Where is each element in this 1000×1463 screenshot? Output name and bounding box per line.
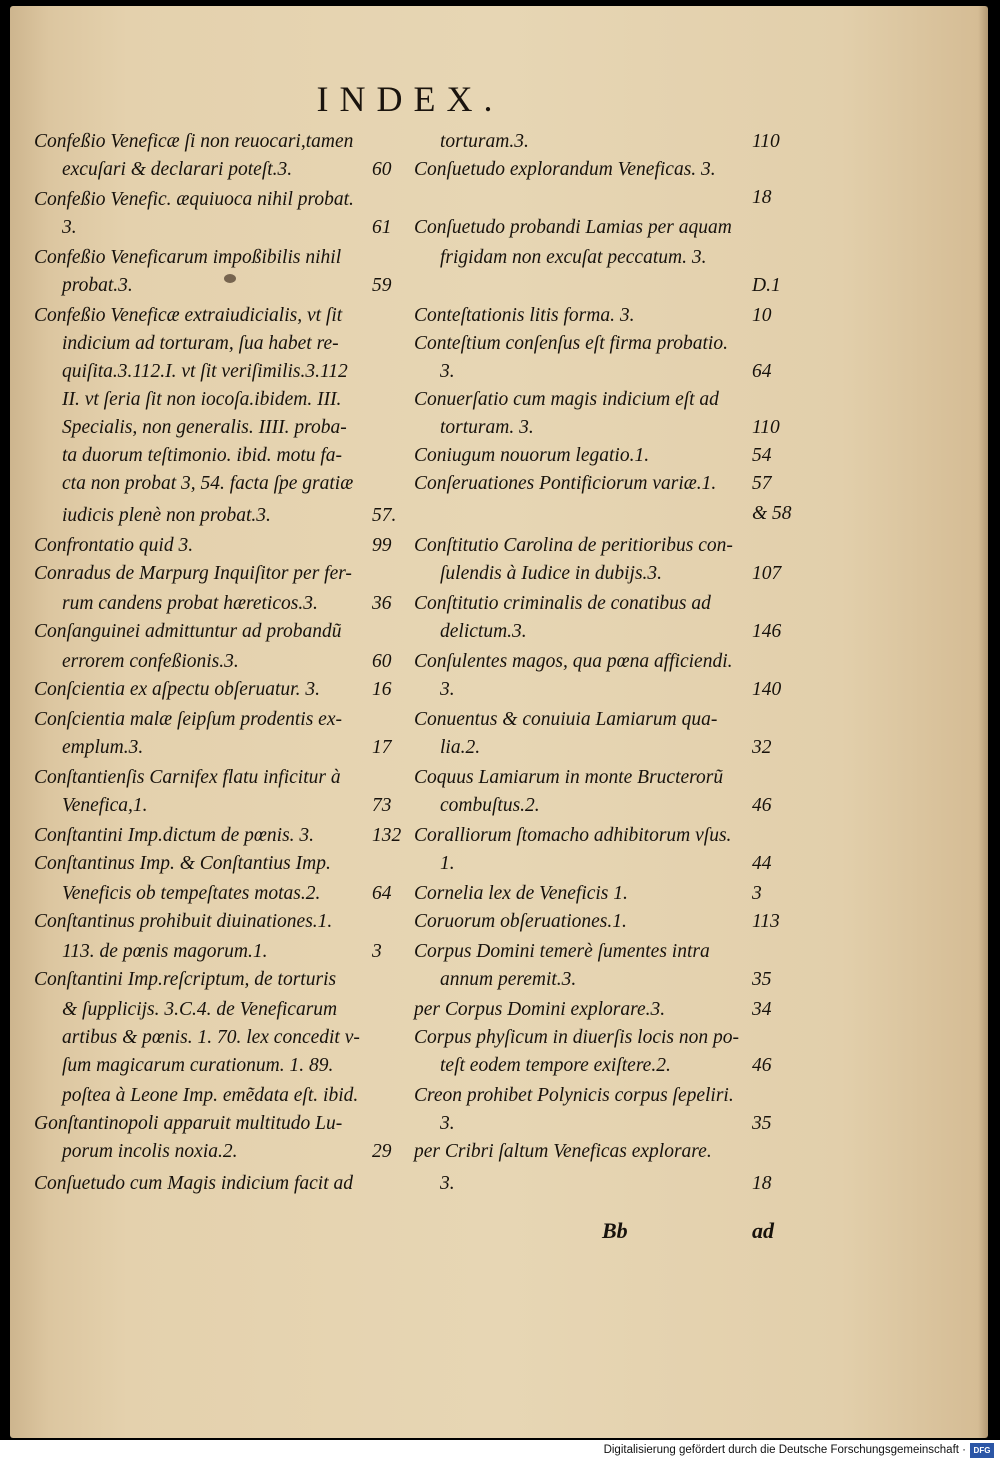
index-entry-line: Conuentus & conuiuia Lamiarum qua-	[414, 709, 718, 730]
index-entry-line: delictum.3.	[440, 621, 527, 642]
page-reference: 32	[752, 737, 772, 758]
page-reference: 60	[372, 651, 392, 672]
page-reference: & 58	[752, 503, 792, 524]
page-reference: 110	[752, 131, 780, 152]
index-entry-line: Veneficis ob tempeſtates motas.2.	[62, 883, 321, 904]
index-entry-line: quiſita.3.112.I. vt ſit veriſimilis.3.112	[62, 361, 348, 382]
index-entry-line: & ſupplicijs. 3.C.4. de Veneficarum	[62, 999, 338, 1020]
index-entry-line: Coniugum nouorum legatio.1.	[414, 445, 650, 466]
index-entry-line: Conſtantini Imp.reſcriptum, de torturis	[34, 969, 337, 990]
index-entry-line: Conſuetudo probandi Lamias per aquam	[414, 217, 732, 238]
page-reference: 57.	[372, 505, 397, 526]
index-entry-line: II. vt ſeria ſit non iocoſa.ibidem. III.	[62, 389, 342, 410]
index-entry-line: combuſtus.2.	[440, 795, 540, 816]
index-entry-line: artibus & pœnis. 1. 70. lex concedit v-	[62, 1027, 360, 1048]
index-entry-line: Specialis, non generalis. IIII. proba-	[62, 417, 347, 438]
index-entry-line: Conuerſatio cum magis indicium eſt ad	[414, 389, 719, 410]
page-reference: 29	[372, 1141, 392, 1162]
index-entry-line: Conteſtationis litis forma. 3.	[414, 305, 635, 326]
index-entry-line: ſum magicarum curationum. 1. 89.	[62, 1055, 334, 1076]
page-reference: 46	[752, 1055, 772, 1076]
index-entry-line: Conſtitutio Carolina de peritioribus con-	[414, 535, 733, 556]
index-entry-line: Gonſtantinopoli apparuit multitudo Lu-	[34, 1113, 343, 1134]
index-entry-line: 3.	[440, 361, 455, 382]
page-reference: 113	[752, 911, 780, 932]
index-entry-line: Confrontatio quid 3.	[34, 535, 194, 556]
page-reference: 46	[752, 795, 772, 816]
index-entry-line: lia.2.	[440, 737, 481, 758]
index-entry-line: per Corpus Domini explorare.3.	[414, 999, 666, 1020]
index-entry-line: Cornelia lex de Veneficis 1.	[414, 883, 628, 904]
index-entry-line: Conſtantinus Imp. & Conſtantius Imp.	[34, 853, 331, 874]
index-entry-line: probat.3.	[62, 275, 133, 296]
page-reference: 17	[372, 737, 392, 758]
index-entry-line: Confeßio Veneficæ ſi non reuocari,tamen	[34, 131, 354, 152]
page-reference: 57	[752, 473, 772, 494]
page-reference: 140	[752, 679, 782, 700]
page-reference: 107	[752, 563, 782, 584]
index-entry-line: annum peremit.3.	[440, 969, 577, 990]
index-entry-line: Confeßio Veneficæ extraiudicialis, vt ſit	[34, 305, 343, 326]
page-reference: 73	[372, 795, 392, 816]
page-reference: 35	[752, 1113, 772, 1134]
page-reference: 54	[752, 445, 772, 466]
index-entry-line: ta duorum teſtimonio. ibid. motu fa-	[62, 445, 343, 466]
index-entry-line: per Cribri ſaltum Veneficas explorare.	[414, 1141, 712, 1162]
index-entry-line: 3.	[440, 679, 455, 700]
index-entry-line: Conſuetudo explorandum Veneficas. 3.	[414, 159, 716, 180]
index-entry-line: 3.	[440, 1113, 455, 1134]
page-reference: 35	[752, 969, 772, 990]
index-entry-line: 3.	[440, 1173, 455, 1194]
page-reference: 61	[372, 217, 392, 238]
index-entry-line: emplum.3.	[62, 737, 144, 758]
index-entry-line: poſtea à Leone Imp. emẽdata eſt. ibid.	[62, 1085, 359, 1106]
index-entry-line: Corpus Domini temerè ſumentes intra	[414, 941, 710, 962]
page-reference: 44	[752, 853, 772, 874]
dfg-logo-icon: DFG	[970, 1443, 994, 1458]
index-entry-line: porum incolis noxia.2.	[62, 1141, 238, 1162]
index-entry-line: teſt eodem tempore exiſtere.2.	[440, 1055, 671, 1076]
index-entry-line: excuſari & declarari poteſt.3.	[62, 159, 293, 180]
index-entry-line: Conſulentes magos, qua pœna afficiendi.	[414, 651, 733, 672]
page-reference: 34	[752, 999, 772, 1020]
page-reference: 99	[372, 535, 392, 556]
index-entry-line: frigidam non excuſat peccatum. 3.	[440, 247, 707, 268]
page-reference: 110	[752, 417, 780, 438]
index-entry-line: Conſtantienſis Carnifex flatu inficitur à	[34, 767, 341, 788]
index-entry-line: Conſtantini Imp.dictum de pœnis. 3.	[34, 825, 315, 846]
index-entry-line: Confeßio Venefic. æquiuoca nihil probat.	[34, 189, 354, 210]
ink-blot	[224, 274, 236, 283]
index-entry-line: Conſtitutio criminalis de conatibus ad	[414, 593, 711, 614]
page-reference: 16	[372, 679, 392, 700]
index-entry-line: iudicis plenè non probat.3.	[62, 505, 271, 526]
index-entry-line: Conſcientia malæ ſeipſum prodentis ex-	[34, 709, 342, 730]
page-reference: 132	[372, 825, 402, 846]
index-entry-line: Conradus de Marpurg Inquiſitor per fer-	[34, 563, 352, 584]
index-entry-line: Conſanguinei admittuntur ad probandũ	[34, 621, 342, 642]
index-entry-line: indicium ad torturam, ſua habet re-	[62, 333, 339, 354]
page-reference: 3	[372, 941, 382, 962]
index-entry-line: 3.	[62, 217, 77, 238]
page-reference: 36	[372, 593, 392, 614]
index-entry-line: Conſcientia ex aſpectu obſeruatur. 3.	[34, 679, 320, 700]
index-entry-line: Coquus Lamiarum in monte Bructerorũ	[414, 767, 724, 788]
index-entry-line: Conſuetudo cum Magis indicium facit ad	[34, 1173, 354, 1194]
index-entry-line: torturam. 3.	[440, 417, 534, 438]
page-reference: 18	[752, 1173, 772, 1194]
index-entry-line: Coruorum obſeruationes.1.	[414, 911, 627, 932]
index-entry-line: Venefica,1.	[62, 795, 148, 816]
footer-credit: Digitalisierung gefördert durch die Deutsche Forschungsgemeinschaft ·	[603, 1444, 966, 1456]
signature-mark: Bb	[602, 1218, 628, 1243]
page-reference: 64	[372, 883, 392, 904]
page-reference: 10	[752, 305, 772, 326]
index-entry-line: Conſtantinus prohibuit diuinationes.1.	[34, 911, 333, 932]
page-title: INDEX.	[316, 79, 504, 119]
index-entry-line: Confeßio Veneficarum impoßibilis nihil	[34, 247, 342, 268]
page-reference: D.1	[752, 275, 781, 296]
page-reference: 59	[372, 275, 392, 296]
index-entry-line: Creon prohibet Polynicis corpus ſepeliri.	[414, 1085, 734, 1106]
index-entry-line: Corpus phyſicum in diuerſis locis non po-	[414, 1027, 739, 1048]
page-reference: 146	[752, 621, 782, 642]
index-entry-line: cta non probat 3, 54. facta ſpe gratiæ	[62, 473, 354, 494]
index-entry-line: torturam.3.	[440, 131, 529, 152]
index-entry-line: Conteſtium conſenſus eſt firma probatio.	[414, 333, 728, 354]
page-reference: 18	[752, 187, 772, 208]
index-entry-line: rum candens probat hæreticos.3.	[62, 593, 318, 614]
page-reference: 3	[752, 883, 762, 904]
index-entry-line: ſulendis à Iudice in dubijs.3.	[440, 563, 663, 584]
page-reference: 60	[372, 159, 392, 180]
index-entry-line: Conſeruationes Pontificiorum variæ.1.	[414, 473, 717, 494]
page-reference: 64	[752, 361, 772, 382]
catchword: ad	[752, 1218, 774, 1243]
index-entry-line: Coralliorum ſtomacho adhibitorum vſus.	[414, 825, 732, 846]
footer-bar	[0, 1440, 1000, 1463]
index-entry-line: 113. de pœnis magorum.1.	[62, 941, 268, 962]
index-entry-line: errorem confeßionis.3.	[62, 651, 239, 672]
index-entry-line: 1.	[440, 853, 455, 874]
